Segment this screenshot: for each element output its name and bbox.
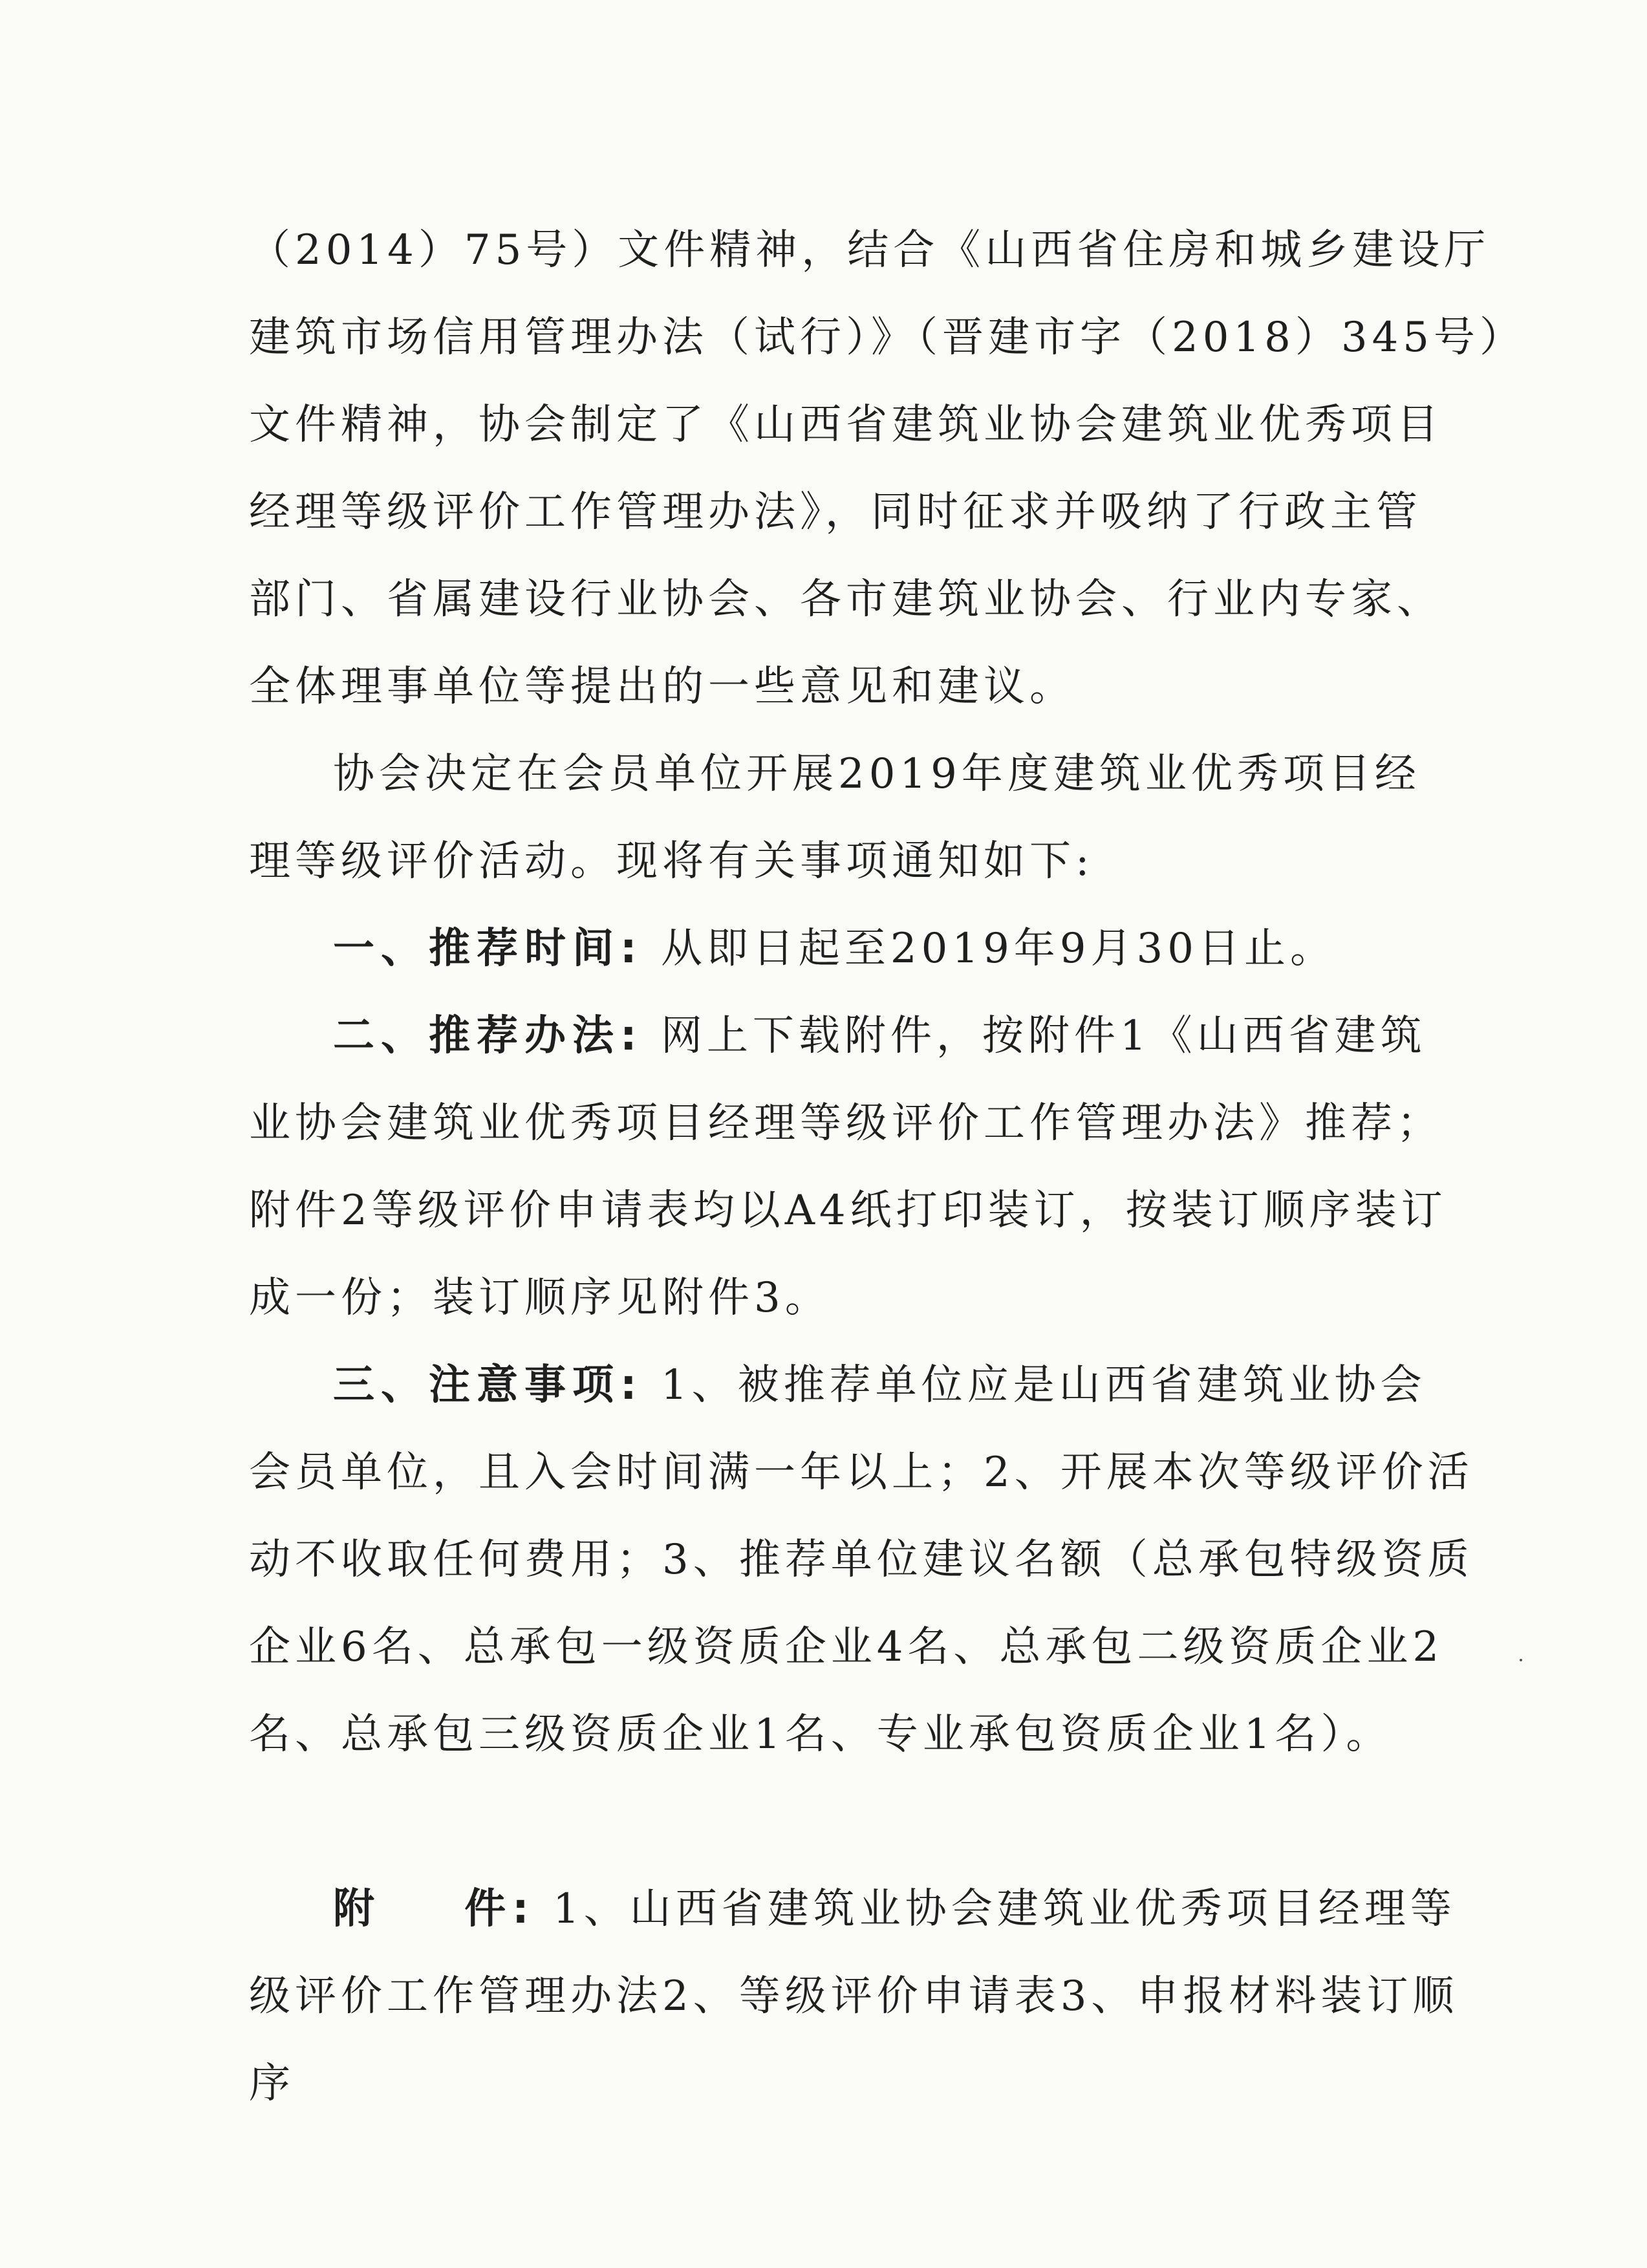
item-label: 二、推荐办法: [333,1012,643,1060]
text-line: 建筑市场信用管理办法（试行）》（晋建市字（2018）345号） [249,314,1526,362]
text-line: 全体理事单位等提出的一些意见和建议。 [249,663,1075,711]
item-recommend-method [249,993,1426,1080]
item-text: 1、被推荐单位应是山西省建筑业协会 [660,1361,1426,1409]
document-body [249,207,1526,2128]
text-line: 文件精神，协会制定了《山西省建筑业协会建筑业优秀项目 [249,401,1443,449]
item-text: 从即日起至2019年9月30日止。 [660,925,1336,973]
item-text: 网上下载附件，按附件1《山西省建筑 [660,1012,1426,1060]
text-line: 会员单位，且入会时间满一年以上；2、开展本次等级评价活 [249,1449,1474,1496]
item-notes [249,1342,1426,1429]
text-line: 成一份；装订顺序见附件3。 [249,1274,831,1322]
item-recommend-time [249,905,1364,993]
text-line: 部门、省属建设行业协会、各市建筑业协会、行业内专家、 [249,576,1443,623]
blank-line [249,1778,1364,1866]
text-line: 业协会建筑业优秀项目经理等级评价工作管理办法》推荐； [249,1099,1443,1147]
item-text: 1、山西省建筑业协会建筑业优秀项目经理等 [553,1885,1456,1933]
item-label: 三、注意事项: [333,1361,643,1409]
text-line: 名、总承包三级资质企业1名、专业承包资质企业1名）。 [249,1711,1392,1758]
text-line: 动不收取任何费用；3、推荐单位建议名额（总承包特级资质 [249,1536,1474,1584]
text-line: 协会决定在会员单位开展2019年度建筑业优秀项目经 [333,750,1421,798]
attachments-label: 附 件: [333,1885,535,1933]
text-line: 企业6名、总承包一级资质企业4名、总承包二级资质企业2 [249,1623,1444,1671]
text-line: 附件2等级评价申请表均以A4纸打印装订，按装订顺序装订 [249,1187,1447,1235]
scan-speck [1520,1659,1522,1661]
item-label: 一、推荐时间: [333,925,643,973]
text-line: 经理等级评价工作管理办法》，同时征求并吸纳了行政主管 [249,488,1422,536]
text-line: （2014）75号）文件精神，结合《山西省住房和城乡建设厅 [249,226,1491,274]
text-line: 级评价工作管理办法2、等级评价申请表3、申报材料装订顺 [249,1972,1459,2020]
text-line: 序 [249,2060,295,2108]
text-line: 理等级评价活动。现将有关事项通知如下: [249,837,1094,885]
attachments [249,1866,1456,1953]
